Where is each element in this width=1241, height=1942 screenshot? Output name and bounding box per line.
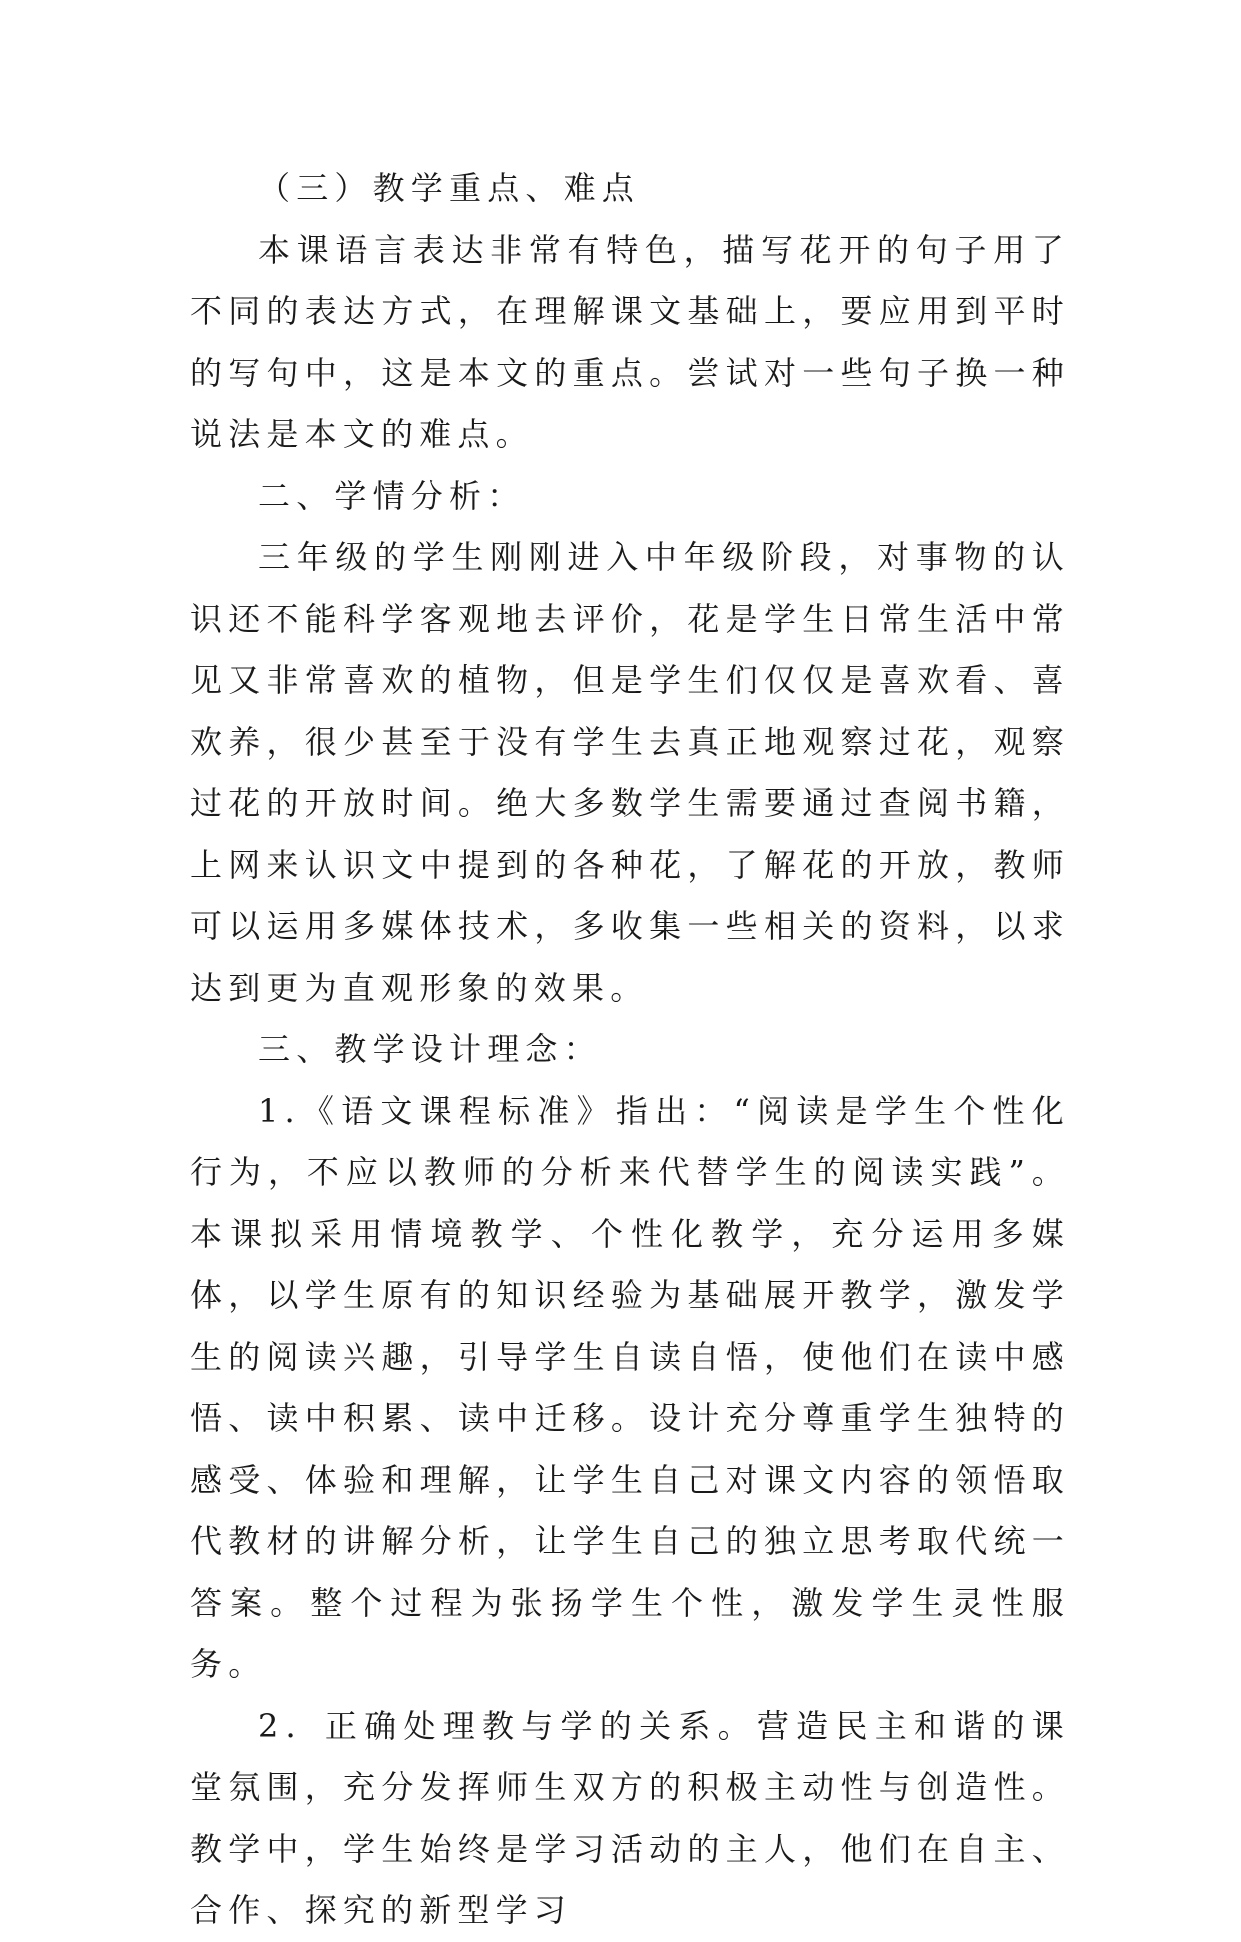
section-heading-student-analysis: 二、学情分析：	[258, 476, 526, 515]
section-heading-key-points: （三）教学重点、难点	[258, 169, 641, 207]
student-analysis-paragraph: 三年级的学生刚刚进入中年级阶段，对事物的认识还不能科学客观地去评价，花是学生日常生活中常见又非常喜欢的植物，但是学生们仅仅是喜欢看、喜欢养，很少甚至于没有学生去真正地观察过花，观察过花的开放时间。绝大多数学生需要通过查阅书籍，上网来认识文中提到的各种花，了解花的开放，教师可以运用多媒体技术，多收集一些相关的资料，以求达到更为直观形象的效果。	[190, 538, 1070, 1007]
key-points-paragraph: 本课语言表达非常有特色，描写花开的句子用了不同的表达方式，在理解课文基础上，要应用到平时的写句中，这是本文的重点。尝试对一些句子换一种说法是本文的难点。	[190, 230, 1070, 453]
design-philosophy-item-2: 2．正确处理教与学的关系。营造民主和谐的课堂氛围，充分发挥师生双方的积极主动性与创造性。教学中，学生始终是学习活动的主人，他们在自主、合作、探究的新型学习	[190, 1706, 1070, 1929]
design-philosophy-item-1: 1.《语文课程标准》指出：“阅读是学生个性化行为，不应以教师的分析来代替学生的阅读实践”。本课拟采用情境教学、个性化教学，充分运用多媒体，以学生原有的知识经验为基础展开教学，激发学生的阅读兴趣，引导学生自读自悟，使他们在读中感悟、读中积累、读中迁移。设计充分尊重学生独特的感受、体验和理解，让学生自己对课文内容的领悟取代教材的讲解分析，让学生自己的独立思考取代统一答案。整个过程为张扬学生个性，激发学生灵性服务。	[190, 1091, 1070, 1683]
document-page	[190, 158, 1070, 1942]
section-heading-design-philosophy: 三、教学设计理念：	[258, 1030, 602, 1068]
